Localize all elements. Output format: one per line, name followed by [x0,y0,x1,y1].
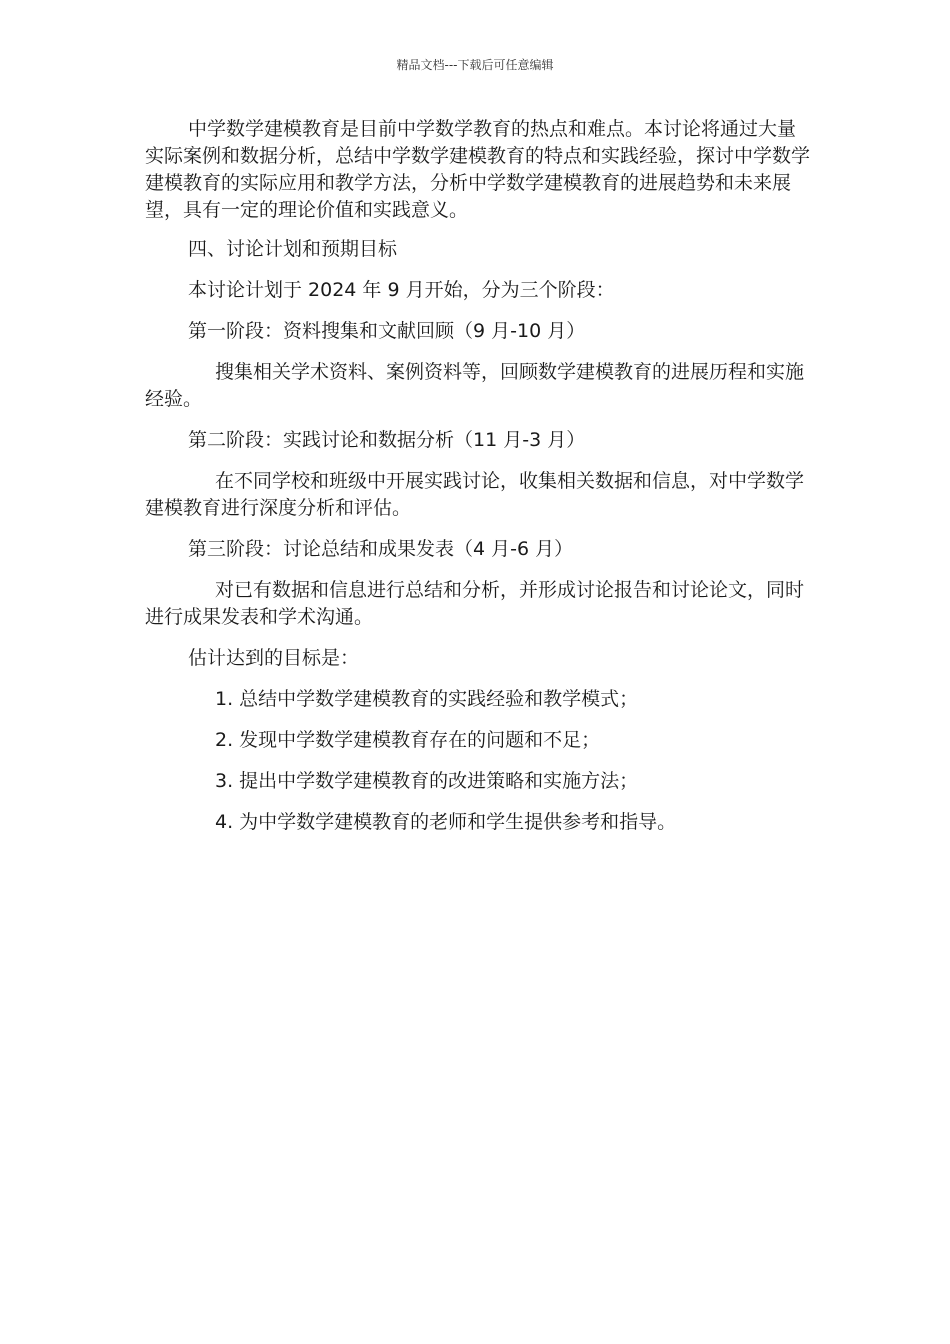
goal-item-3: 3. 提出中学数学建模教育的改进策略和实施方法； [215,770,639,792]
goal-item-1: 1. 总结中学数学建模教育的实践经验和教学模式； [215,688,639,710]
stage-2-title: 第二阶段：实践讨论和数据分析（11 月-3 月） [188,429,586,451]
stage-2-description: 在不同学校和班级中开展实践讨论，收集相关数据和信息，对中学数学建模教育进行深度分析和评估。 [145,470,805,519]
stage-3-description: 对已有数据和信息进行总结和分析，并形成讨论报告和讨论论文，同时进行成果发表和学术沟通。 [145,579,805,628]
page-header: 精品文档---下载后可任意编辑 [396,58,554,72]
goals-intro: 估计达到的目标是： [188,647,360,669]
intro-paragraph: 中学数学建模教育是目前中学数学教育的热点和难点。本讨论将通过大量实际案例和数据分析，总结中学数学建模教育的特点和实践经验，探讨中学数学建模教育的实际应用和教学方法，分析中学数学建模教育的进展趋势和未来展望，具有一定的理论价值和实践意义。 [145,118,811,221]
goal-item-2: 2. 发现中学数学建模教育存在的问题和不足； [215,729,601,751]
stage-3-title: 第三阶段：讨论总结和成果发表（4 月-6 月） [188,538,574,560]
document-body [145,116,810,850]
plan-intro: 本讨论计划于 2024 年 9 月开始，分为三个阶段： [188,279,615,301]
goal-item-4: 4. 为中学数学建模教育的老师和学生提供参考和指导。 [215,811,677,833]
section-title: 四、讨论计划和预期目标 [188,238,398,260]
stage-1-description: 搜集相关学术资料、案例资料等，回顾数学建模教育的进展历程和实施经验。 [145,361,805,410]
stage-1-title: 第一阶段：资料搜集和文献回顾（9 月-10 月） [188,320,586,342]
